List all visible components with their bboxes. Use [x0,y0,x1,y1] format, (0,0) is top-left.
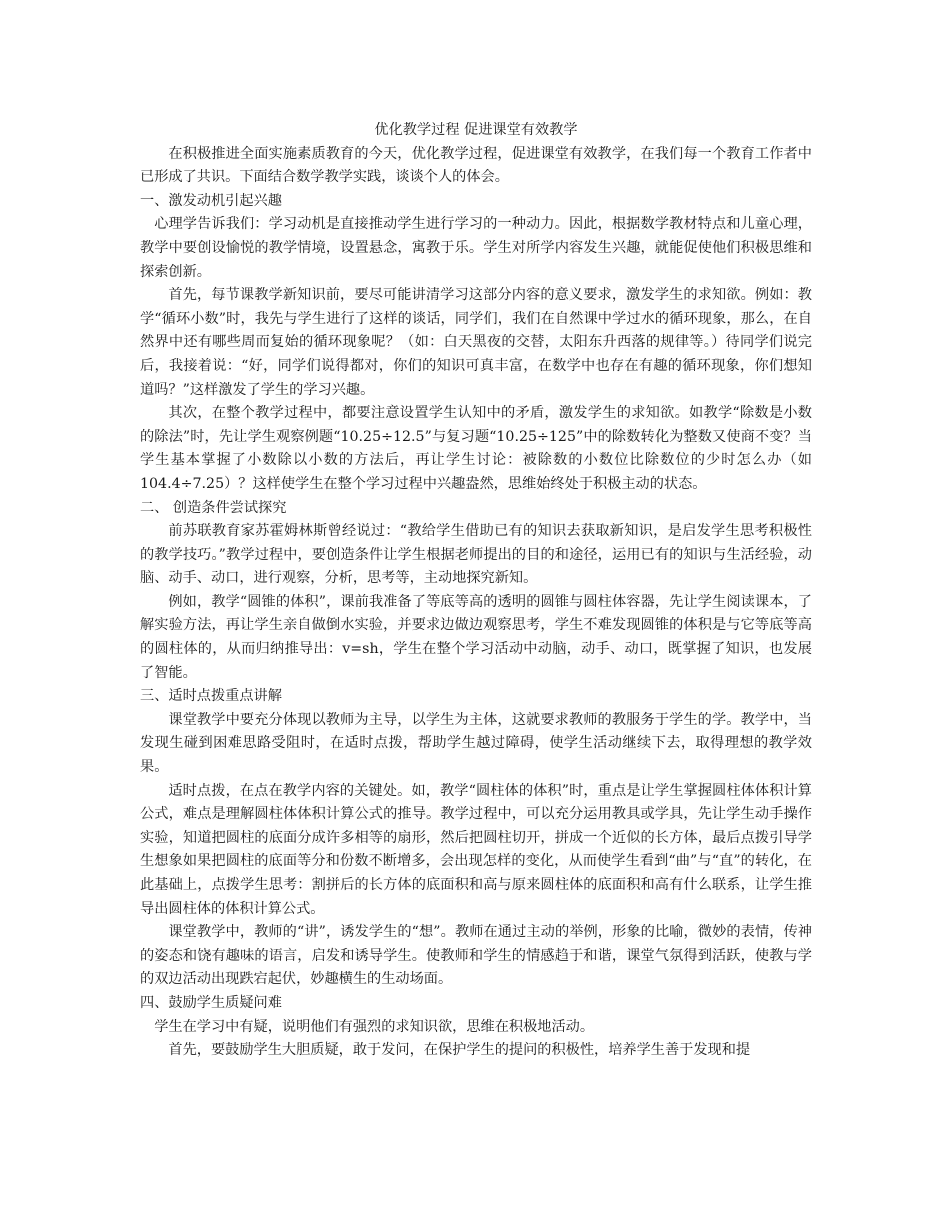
body-paragraph: 心理学告诉我们：学习动机是直接推动学生进行学习的一种动力。因此，根据数学教材特点和儿童心理，教学中要创设愉悦的教学情境，设置悬念，寓教于乐。学生对所学内容发生兴趣，就能促使他们积极思维和探索创新。 [140,216,812,280]
document-page [140,119,812,1063]
section-heading: 三、适时点拨重点讲解 [140,688,282,705]
body-paragraph: 学生在学习中有疑，说明他们有强烈的求知识欲，思维在积极地活动。 [154,1018,595,1035]
section-heading: 四、鼓励学生质疑问难 [140,994,282,1011]
body-paragraph: 适时点拨，在点在教学内容的关键处。如，教学“圆柱体的体积”时，重点是让学生掌握圆柱体体积计算公式，难点是理解圆柱体体积计算公式的推导。教学过程中，可以充分运用教具或学具，先让学生动手操作实验，知道把圆柱的底面分成许多相等的扇形，然后把圆柱切开，拼成一个近似的长方体，最后点拨引导学生想象如果把圆柱的底面等分和份数不断增多，会出现怎样的变化，从而使学生看到“曲”与“直”的转化，在此基础上，点拨学生思考：割拼后的长方体的底面积和高与原来圆柱体的底面积和高有什么联系，让学生推导出圆柱体的体积计算公式。 [140,782,812,917]
body-paragraph: 前苏联教育家苏霍姆林斯曾经说过：“教给学生借助已有的知识去获取新知识，是启发学生思考积极性的教学技巧。”教学过程中，要创造条件让学生根据老师提出的目的和途径，运用已有的知识与生活经验，动脑、动手、动口，进行观察，分析，思考等，主动地探究新知。 [140,523,812,587]
body-paragraph: 首先，每节课教学新知识前，要尽可能讲清学习这部分内容的意义要求，激发学生的求知欲。例如：教学“循环小数”时，我先与学生进行了这样的谈话，同学们，我们在自然课中学过水的循环现象，那么，在自然界中还有哪些周而复始的循环现象呢？（如：白天黑夜的交替，太阳东升西落的规律等。）待同学们说完后，我接着说：“好，同学们说得都对，你们的知识可真丰富，在数学中也存在有趣的循环现象，你们想知道吗？”这样激发了学生的学习兴趣。 [140,287,812,398]
body-paragraph: 其次，在整个教学过程中，都要注意设置学生认知中的矛盾，激发学生的求知欲。如教学“除数是小数的除法”时，先让学生观察例题“10.25÷12.5”与复习题“10.25÷125”中的除数转化为整数又使商不变？当学生基本掌握了小数除以小数的方法后，再让学生讨论：被除数的小数位比除数位的少时怎么办（如 104.4÷7.25）？这样使学生在整个学习过程中兴趣盎然，思维始终处于积极主动的状态。 [140,405,812,492]
body-paragraph: 在积极推进全面实施素质教育的今天，优化教学过程，促进课堂有效教学，在我们每一个教育工作者中已形成了共识。下面结合数学教学实践，谈谈个人的体会。 [140,145,812,186]
body-paragraph: 例如，教学“圆锥的体积”，课前我准备了等底等高的透明的圆锥与圆柱体容器，先让学生阅读课本，了解实验方法，再让学生亲自做倒水实验，并要求边做边观察思考，学生不难发现圆锥的体积是与它等底等高的圆柱体的，从而归纳推导出：v=sh，学生在整个学习活动中动脑，动手、动口，既掌握了知识，也发展了智能。 [140,593,812,681]
body-paragraph: 课堂教学中要充分体现以教师为主导，以学生为主体，这就要求教师的教服务于学生的学。教学中，当发现生碰到困难思路受阻时，在适时点拨，帮助学生越过障碍，使学生活动继续下去，取得理想的教学效果。 [140,711,812,776]
section-heading: 一、激发动机引起兴趣 [140,192,282,209]
document-title: 优化教学过程 促进课堂有效教学 [374,122,578,138]
body-paragraph: 课堂教学中，教师的“讲”，诱发学生的“想”。教师在通过主动的举例，形象的比喻，微妙的表情，传神的姿态和饶有趣味的语言，启发和诱导学生。使教师和学生的情感趋于和谐，课堂气氛得到活跃，使教与学的双边活动出现跌宕起伏，妙趣横生的生动场面。 [140,924,812,988]
section-heading: 二、 创造条件尝试探究 [140,499,287,516]
body-paragraph: 首先，要鼓励学生大胆质疑，敢于发问，在保护学生的提问的积极性，培养学生善于发现和提 [168,1042,751,1059]
document-body [140,143,812,1063]
